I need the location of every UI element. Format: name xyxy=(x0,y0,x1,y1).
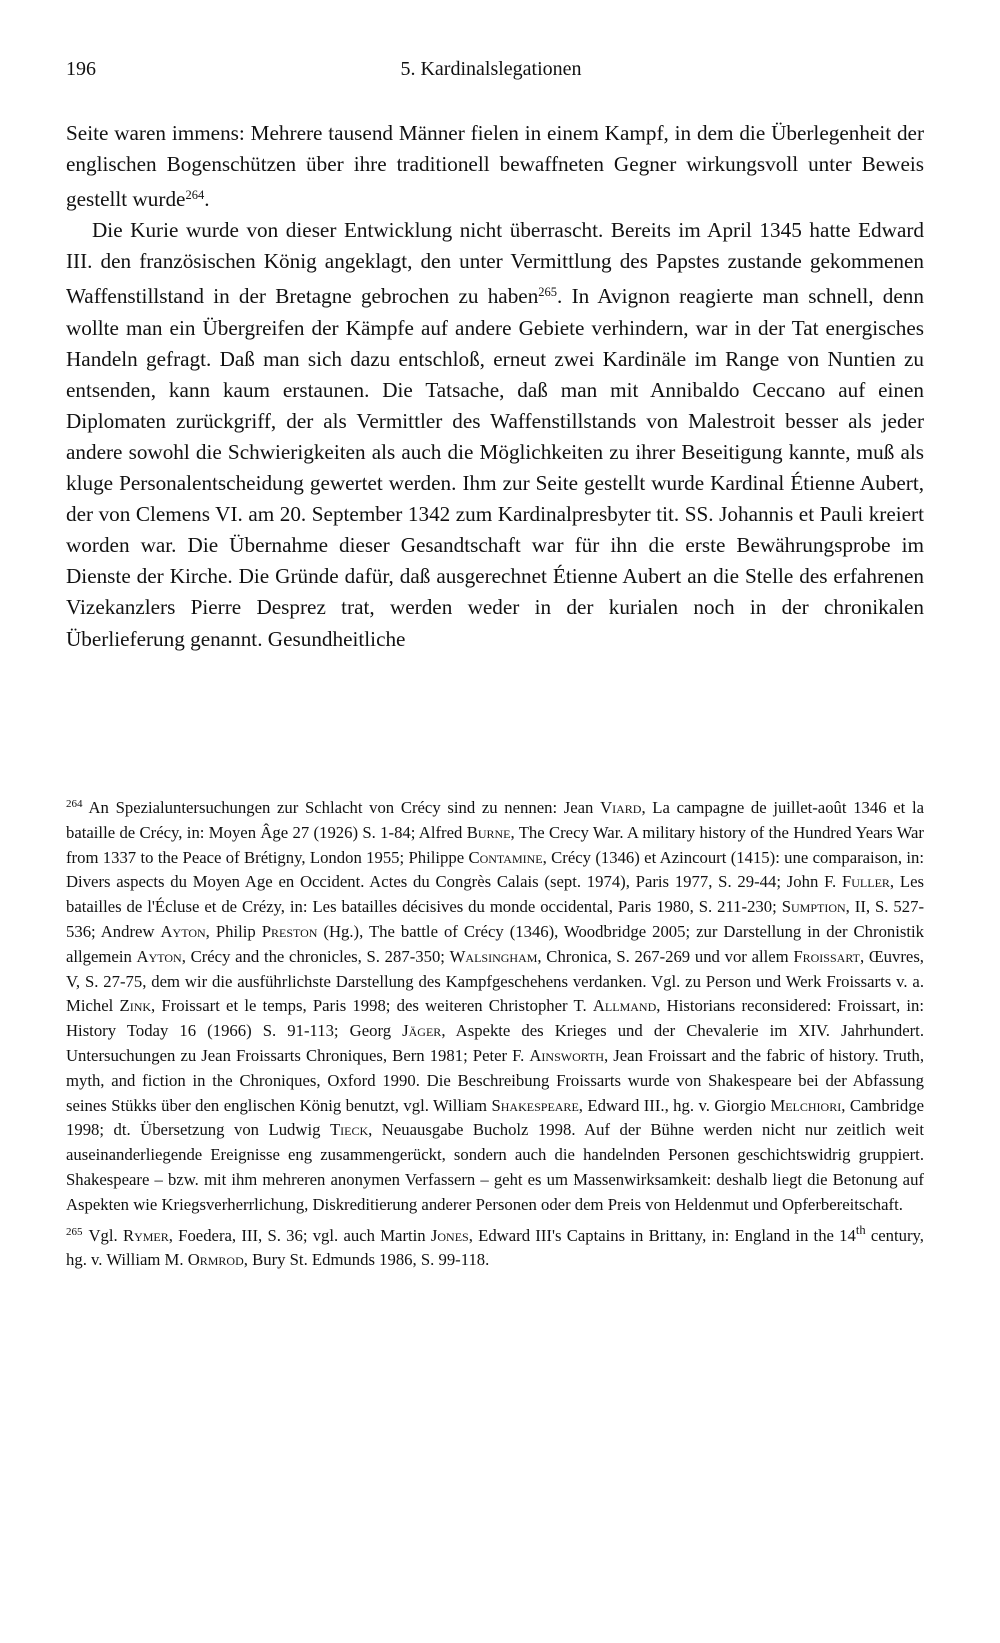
author-name: Walsingham xyxy=(449,946,538,966)
author-name: Preston xyxy=(261,921,318,941)
footnote xyxy=(66,1218,924,1274)
footnote-text: , Œuvres, V, S. 27-75, dem wir die ausführlichste Darstellung des Kampfgeschehens verdanken. Vgl. zu Person und Werk Froissarts v. a. Michel xyxy=(66,946,924,1016)
footnote-text: , Edward III., hg. v. Giorgio xyxy=(578,1095,771,1115)
footnote-text: , Foedera, III, S. 36; vgl. auch Martin xyxy=(168,1225,431,1245)
running-title: 5. Kardinalslegationen xyxy=(400,58,582,80)
footnote-text: Vgl. xyxy=(88,1225,123,1245)
paragraph xyxy=(66,118,924,215)
main-text xyxy=(66,118,924,655)
footnote-text: , Historians reconsidered: Froissart, in: History Today 16 (1966) S. 91-113; Georg xyxy=(66,996,925,1041)
author-name: Zink xyxy=(119,996,152,1016)
author-name: Rymer xyxy=(122,1225,169,1245)
author-name: Tieck xyxy=(329,1120,369,1140)
footnote-text: , Philip xyxy=(205,921,262,941)
author-name: Melchiori xyxy=(770,1095,842,1115)
footnote-text: , Crécy (1346) et Azincourt (1415): une comparaison, in: Divers aspects du Moyen Age en Occident. Actes du Congrès Calais (sept. 1974), Paris 1977, S. 29-44; John F. xyxy=(66,847,925,892)
paragraph xyxy=(66,215,924,654)
footnote-text: century, hg. v. William M. xyxy=(66,1225,924,1270)
footnotes xyxy=(66,792,924,1273)
footnote-number: 264 xyxy=(66,798,83,810)
footnote-text: , The Crecy War. A military history of the Hundred Years War from 1337 to the Peace of Brétigny, London 1955; Philippe xyxy=(66,822,924,867)
author-name: Shakespeare xyxy=(491,1095,579,1115)
author-name: Ayton xyxy=(136,946,182,966)
text-span: Die Kurie wurde von dieser Entwicklung nicht überrascht. Bereits im April 1345 hatte Edward III. den französischen König angeklagt, den unter Vermittlung des Papstes zustande gekommenen Waffenstillstand in der Bretagne gebrochen zu haben xyxy=(66,218,924,309)
footnote-text: , Cambridge 1998; dt. Übersetzung von Ludwig xyxy=(66,1095,924,1140)
footnote xyxy=(66,792,924,1218)
footnote-text: , Aspekte des Krieges und der Chevalerie im XIV. Jahrhundert. Untersuchungen zu Jean Froissarts Chroniques, Bern 1981; Peter F. xyxy=(66,1021,924,1065)
running-header xyxy=(66,58,906,90)
footnote-text: , Edward III's Captains in Brittany, in: England in the 14 xyxy=(468,1225,856,1245)
footnote-reference: 265 xyxy=(538,285,558,300)
footnote-text: (Hg.), The battle of Crécy (1346), Woodbridge 2005; zur Darstellung in der Chronistik allgemein xyxy=(66,921,924,966)
author-name: Allmand xyxy=(592,996,657,1016)
footnote-text: An Spezialuntersuchungen zur Schlacht von Crécy sind zu nennen: Jean xyxy=(88,798,601,817)
author-name: Ainsworth xyxy=(529,1045,605,1065)
footnote-text: , Chronica, S. 267-269 und vor allem xyxy=(537,946,794,966)
footnote-text: , La campagne de juillet-août 1346 et la bataille de Crécy, in: Moyen Âge 27 (1926) S. 1-84; Alfred xyxy=(66,798,925,842)
footnote-text: , Les batailles de l'Écluse et de Crézy, in: Les batailles décisives du monde occidental, Paris 1980, S. 211-230; xyxy=(66,872,924,917)
footnote-text: , Neuausgabe Bucholz 1998. Auf der Bühne werden nicht nur zeitlich weit auseinanderliegende Ereignisse eng zusammengerückt, sondern auch die handelnden Personen geschichtswidrig gruppiert. Shakespeare – bzw. mit ihm mehreren anonymen Verfassern – geht es um Massenwirksamkeit: deshalb liegt die Betonung auf Aspekten wie Kriegsverherrlichung, Diskreditierung anderer Personen oder dem Preis von Heldenmut und Opferbereitschaft. xyxy=(66,1120,924,1214)
author-name: Ormrod xyxy=(187,1250,244,1270)
author-name: Burne xyxy=(466,822,511,842)
author-name: Contamine xyxy=(468,847,543,867)
superscript: th xyxy=(855,1222,866,1237)
footnote-text: , Crécy and the chronicles, S. 287-350; xyxy=(181,946,450,966)
author-name: Jäger xyxy=(402,1021,442,1041)
text-span: Seite waren immens: Mehrere tausend Männer fielen in einem Kampf, in dem die Überlegenheit der englischen Bogenschützen über ihre traditionell bewaffneten Gegner wirkungsvoll unter Beweis gestellt wurde xyxy=(66,121,924,212)
footnote-text: , II, S. 527-536; Andrew xyxy=(66,897,925,941)
page-number: 196 xyxy=(66,58,96,80)
author-name: Jones xyxy=(430,1225,469,1245)
text-span: . xyxy=(204,187,210,212)
text-span: . In Avignon reagierte man schnell, denn wollte man ein Übergreifen der Kämpfe auf andere Gebiete verhindern, war in der Tat energisches Handeln gefragt. Daß man sich dazu entschloß, erneut zwei Kardinäle im Range von Nuntien zu entsenden, kann kaum erstaunen. Die Tatsache, daß man mit Annibaldo Ceccano auf einen Diplomaten zurückgriff, der als Vermittler des Waffenstillstands von Malestroit besser als jeder andere sowohl die Schwierigkeiten als auch die Möglichkeiten zu ihrer Beseitigung kannte, muß als kluge Personalentscheidung gewertet werden. Ihm zur Seite gestellt wurde Kardinal Étienne Aubert, der von Clemens VI. am 20. September 1342 zum Kardinalpresbyter tit. SS. Johannis et Pauli kreiert worden war. Die Übernahme dieser Gesandtschaft war für ihn die erste Bewährungsprobe im Dienste der Kirche. Die Gründe dafür, daß ausgerechnet Étienne Aubert an die Stelle des erfahrenen Vizekanzlers Pierre Desprez trat, werden weder in der kurialen noch in der chronikalen Überlieferung genannt. Gesundheitliche xyxy=(66,284,924,651)
author-name: Viard xyxy=(600,798,642,817)
author-name: Sumption xyxy=(781,897,846,917)
footnote-number: 265 xyxy=(66,1225,83,1238)
footnote-text: , Jean Froissart and the fabric of history. Truth, myth, and fiction in the Chroniques, Oxford 1990. Die Beschreibung Froissarts wurde von Shakespeare bei der Abfassung seines Stükks über den englischen König benutzt, vgl. William xyxy=(66,1045,924,1115)
footnote-text: , Bury St. Edmunds 1986, S. 99-118. xyxy=(243,1250,490,1270)
author-name: Fuller xyxy=(841,872,890,892)
footnote-text: , Froissart et le temps, Paris 1998; des weiteren Christopher T. xyxy=(151,996,593,1016)
author-name: Ayton xyxy=(160,921,206,941)
footnote-reference: 264 xyxy=(185,188,205,203)
author-name: Froissart xyxy=(793,946,860,966)
